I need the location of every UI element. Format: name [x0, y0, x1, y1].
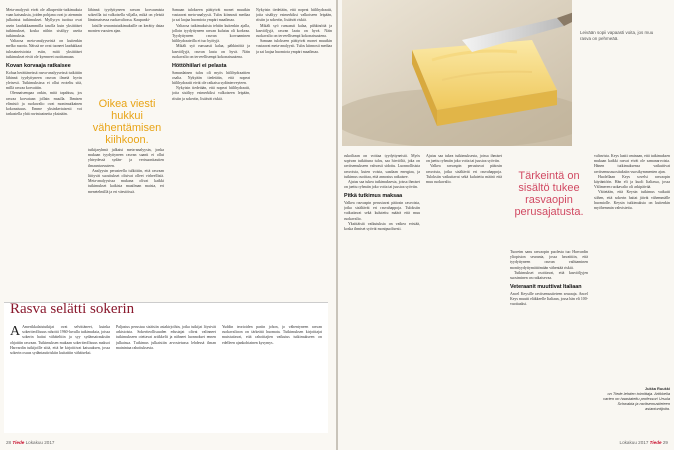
right-column-3 [510, 250, 588, 438]
box-column-3 [222, 325, 322, 427]
page-number: 29 [662, 440, 668, 445]
paragraph: Yksittäisiä vaikutuksia on vaikea eristää, koska ihmiset syövät monipuolisesti. [344, 221, 420, 231]
paragraph: Valtaosa meta-analyyseistä on kuitenkin melko nuoria. Näissä ne ovat tuoneet laadukkaat tulosaineistoista esiin, mitä yksittäiset tutkimukset eivät ole kyenneet osoittamaan. [6, 39, 82, 59]
paragraph: Mikäli syö runsaasti kalaa, pähkinöitä ja kasviöljyjä, rasvan laatu on hyvä. Näin ruokavalio on terveellisempi kokonaisuutena. [172, 44, 250, 59]
paragraph: Valkea rasvaspin perustuvat pääosin rasvoista, jotka sisältävät eri rasvahappoja. Tuloksiin vaikuttavat sekä kulutettu määrä että muu ruokavalio. [426, 164, 502, 185]
paragraph: Samanlainen tulos oli myös hiilihydraattien osalta. Nykyään tiedetään, että nopeat hiilihydraatit eivät ole ratkaisu sydänterveyteen. [172, 70, 250, 85]
sidebar-box [4, 302, 328, 433]
pull-quote: Tärkeintä on sisältö tukee rasvaopin perusajatusta. [514, 170, 584, 218]
box-column-1 [10, 325, 110, 427]
paragraph: tutkijaryhmä julkaisi meta-analyysin, jonka mukaan tyydyttyneen rasvan saanti ei ollut yhteydessä sydän- ja verisuonitautien ilmaantuvuuteen. [88, 148, 164, 168]
paragraph: Meta-analyysit eivät ole alkuperäis-tutkimuksia vaan katsauksia, joiden pohjana ovat jo aiemmin julkaistut tutkimukset. Myllyryn tuottua ovat usein laadukkaammilla tasolla kuin yksittäiset tutkimukset, koska niihin sisältyy useita tutkimuksia. [6, 8, 82, 39]
paragraph: Samaan tulokseen päätyivät monet muutkin vastaavat meta-analyysit. Tulos kiinnosti mediaa ja sai laajaa huomiota ympäri maailmaa. [256, 39, 332, 54]
photo-caption: Leivään sopii vapaasti voita, jos muu rasva on pehmeää. [580, 30, 654, 41]
left-column-2-bottom [88, 148, 164, 298]
paragraph: Ajatus saa tukea tutkimuksesta, joissa ihmiset on jaettu ryhmiin joko voita tai juustoa syöviin. [426, 154, 502, 164]
left-column-1 [6, 8, 82, 298]
left-column-3 [172, 8, 250, 298]
author-signature [600, 386, 670, 411]
paragraph: Ancel Keysille ravitsemustieteen seuraaja. Ancel Keys muutti eläkkeelle Italiaan, jossa hän eli 100-vuotiaaksi. [510, 291, 588, 307]
paragraph: lähinnä tyydyttyneen rasvan korvaamista sokerilla tai valkoisella viljalla, mikä on yleistä länsimaisessa ruokavaliossa. Kaupunki- [88, 8, 164, 23]
paragraph: Huolellaan Keys sovelsi rasvaopin käytäntöön. Hän eli ja kuoli Italiassa, jossa Välimeren ruokavalio oli arkipäivää. [594, 174, 670, 190]
issue-date: Lokakuu 2017 [25, 440, 55, 445]
subheading: Höttöhiilari ei pelasta [172, 63, 227, 70]
paragraph: Valtaosa tutkimuksista tehtiin kuitenkin ajalla, jolloin tyydyttyneen rasvan kulutus oli korkeaa. Tyydyttyneen rasvan korvaaminen hiilihydraateilla ei tuo hyötyjä. [172, 23, 250, 44]
paragraph: Valkea rasvaspin perustuvat pääosin rasvoista, jotka sisältävät eri rasvahappoja. Tuloksiin vaikuttavat sekä kulutettu määrä että muu ruokavalio. [344, 200, 420, 221]
brand-name: Tiede [12, 440, 25, 445]
box-column-2 [116, 325, 216, 427]
paragraph: laisille seurantatutkimuksille on kerätty dataa monien vuosien ajan. [88, 23, 164, 33]
paragraph: Amerikkalaistutkijat ovat selvittäneet, kuinka sokeriteollisuus rahoitti 1960-luvulla tutkimuksia, joissa sokerin haitat vähäteltiin ja syy sydänsairauksiin ohjattiin rasvaan. Tutkimuksen mukaan sokeriteollisuus maksoi Harvardin tutkijoille siitä, että he kirjoittivat katsauksen, jossa sokerin osuus sydäntautiriskiin kuitattiin vähäiseksi. [10, 325, 110, 356]
paragraph: Tutkimukset osoittavat, että kasviöljyjen suosiminen on ratkaisevaa. [510, 270, 588, 281]
subheading: Pitkä tutkimus maksaa [344, 193, 403, 200]
pull-quote: Oikea viesti hukkui vähentämisen kiihkoon. [92, 98, 162, 146]
paragraph: Väitetään, että Keysin tutkimus vaikutti siihen, että sokerin haitat jäivät vähemmälle huomiolle. Keysin tutkimuksia on kuitenkin myöhemmin vahvistettu. [594, 190, 670, 211]
paragraph: Kohua herättäneissä rasva-analyyseissä tutkittiin lähinnä tyydyttyneen rasvan ilmeiä hyvin yleisesti. Tutkimuksissa ei ollut eroteltu sitä, millä rasvaa korvattiin. [6, 70, 82, 91]
right-footer [620, 440, 668, 445]
subheading: Kovan korvaaja ratkaisee [6, 63, 71, 70]
paragraph: Nykyisin tiedetään, että nopeat hiilihydraatit, joita sisältyy esimerkiksi valkoiseen leipään, riisiin ja sokeriin, lisäävät riskiä. [172, 86, 250, 101]
left-page [0, 0, 336, 450]
subheading: Veteraanit muuttivat Italiaan [510, 284, 582, 291]
paragraph: Yuddin teorioiden pariin johon, jo vähentyneen rasvan ruokavalioon on tärkeätä huomata. Tutkimuksen kirjoittajat muistuttavat, että rahoittajien vaikutus tutkimukseen on edelleen ajankohtainen kysymys. [222, 325, 322, 345]
issue-date: Lokakuu 2017 [619, 440, 649, 445]
author-name: Jukka Ruukki [644, 386, 670, 391]
paragraph: Olennaisempaa onkin, mitä tapahtuu, jos rasvaa korvataan jollain muulla. Ihmisen elimistö ja ruokavalio ovat monimutkainen kokonaisuus. Emme yksinkertaisesti voi tarkastella yhtä ravintoainetta yksinään. [6, 91, 82, 117]
page-number: 28 [6, 440, 12, 445]
paragraph: Ajatus saa tukea tutkimuksesta, joissa ihmiset on jaettu ryhmiin joko voita tai juustoa syöviin. [344, 180, 420, 190]
butter-photo [342, 0, 572, 146]
right-column-4 [594, 154, 670, 380]
paragraph: Tuoreim sanu rasvaopin puolesta tuo Harvardin yliopiston seuranta, jossa havaittiin, että tyydyttyneen rasvan vaihtaminen monityydyttymättömään vähentää riskiä. [510, 250, 588, 270]
paragraph: Nykyisin tiedetään, että nopeat hiilihydraatit, joita sisältyy esimerkiksi valkoiseen leipään, riisiin ja sokeriin, lisäävät riskiä. [256, 8, 332, 23]
paragraph: valtavista. Keys laatti ominaan, että tutkimuksen mukaan kaikki rasvat eivät ole samanarvoisia. Hänen tutkimuksensa vaikuttivat ravitsemussuosituksiin vuosikymmenten ajan. [594, 154, 670, 174]
paragraph: Mikäli syö runsaasti kalaa, pähkinöitä ja kasviöljyjä, rasvan laatu on hyvä. Näin ruokavalio on terveellisempi kokonaisuutena. [256, 23, 332, 39]
drop-cap: A [10, 325, 21, 339]
right-page [338, 0, 674, 450]
left-footer [6, 440, 54, 445]
left-column-2-top [88, 8, 164, 60]
author-bio: on Tiede-lehden toimittaja. Artikkelia varten on haastateltu professori Ursula Schwabia ja ravitsemustieteen asiantuntijoita. [603, 391, 670, 411]
paragraph: Paljastus perustuu sisäisiin asiakirjoihin, jotka tutkijat löysivät arkistoista. Sokeriteollisuuden edustajat olivat valinneet tutkimukseen otettavat artikkelit ja nähneet luonnokset ennen julkaisua. Tutkimus julkaistiin arvostetussa lehdessä ilman mainintaa rahoituksesta. [116, 325, 216, 350]
paragraph: Analyysin perusteella tulkittiin, että rasvaan liittyvät suositukset olisivat olleet virheellisiä. Meta-analyysissa mukana olivat kaikki tutkimukset kaikista maailman maista, eri menetelmillä ja eri väestöissä. [88, 168, 164, 194]
right-column-1 [344, 154, 420, 438]
paragraph: rukoiltaan on voittaa tyydyttyneistä. Myös sopivan tutkittuna tulos, saa hirviöltä, joka on ravitsemukseen vahvasti sidottu. Luonnollisista rasvoista, kuten voista, saadaan energiaa, ja tutkimus osoittaa, että annostus ratkaisee. [344, 154, 420, 179]
brand-name: Tiede [649, 440, 662, 445]
paragraph: Samaan tulokseen päätyivät monet muutkin vastaavat meta-analyysit. Tulos kiinnosti mediaa ja sai laajaa huomiota ympäri maailmaa. [172, 8, 250, 23]
right-column-2 [426, 154, 502, 438]
box-title: Rasva selätti sokerin [10, 301, 135, 317]
left-column-4 [256, 8, 332, 298]
butter-illustration [342, 0, 572, 146]
